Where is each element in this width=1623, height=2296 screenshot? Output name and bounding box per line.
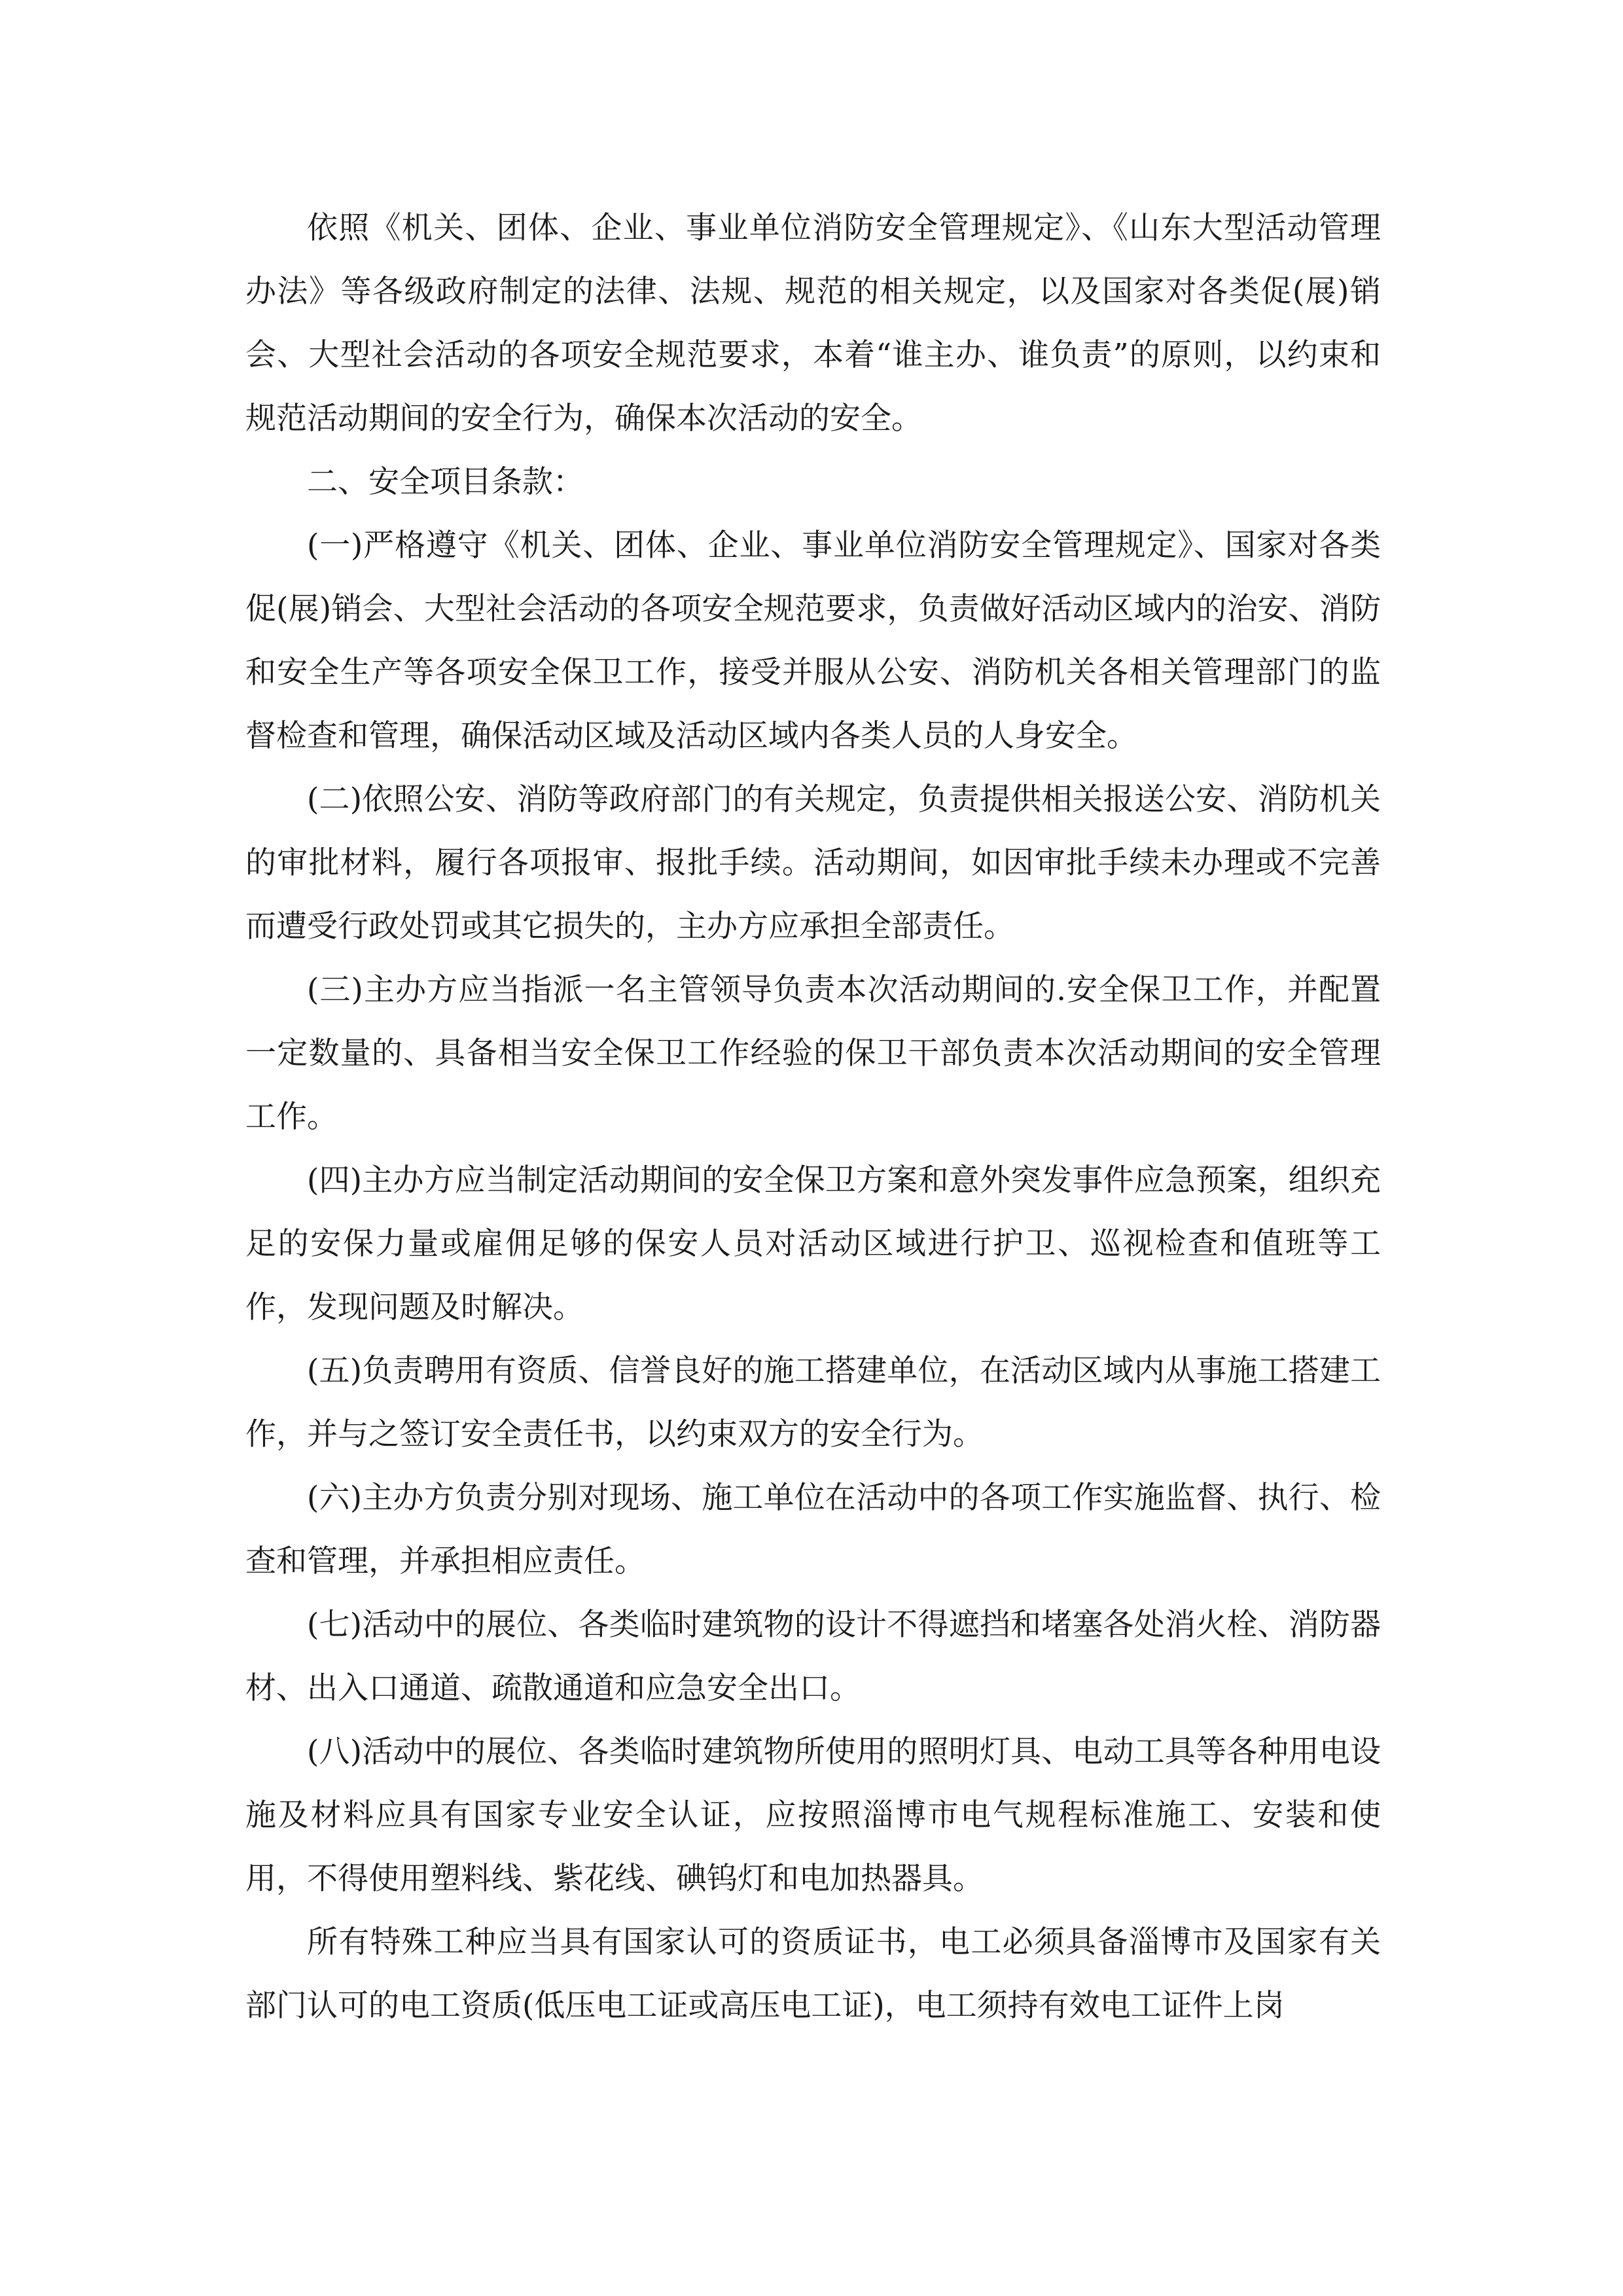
paragraph-intro: 依照《机关、团体、企业、事业单位消防安全管理规定》、《山东大型活动管理办法》等各级政府制定的法律、法规、规范的相关规定，以及国家对各类促(展)销会、大型社会活动的各项安全规范要求，本着“谁主办、谁负责”的原则，以约束和规范活动期间的安全行为，确保本次活动的安全。	[245, 210, 1381, 437]
clause-4: (四)主办方应当制定活动期间的安全保卫方案和意外突发事件应急预案，组织充足的安保力量或雇佣足够的保安人员对活动区域进行护卫、巡视检查和值班等工作，发现问题及时解决。	[245, 1162, 1381, 1325]
paragraph-special-trades: 所有特殊工种应当具有国家认可的资质证书，电工必须具备淄博市及国家有关部门认可的电工资质(低压电工证或高压电工证)，电工须持有效电工证件上岗	[245, 1924, 1381, 2024]
document-body	[245, 196, 1381, 2037]
clause-6: (六)主办方负责分别对现场、施工单位在活动中的各项工作实施监督、执行、检查和管理，并承担相应责任。	[245, 1480, 1381, 1579]
clause-2: (二)依照公安、消防等政府部门的有关规定，负责提供相关报送公安、消防机关的审批材料，履行各项报审、报批手续。活动期间，如因审批手续未办理或不完善而遭受行政处罚或其它损失的，主办方应承担全部责任。	[245, 781, 1381, 944]
clause-5: (五)负责聘用有资质、信誉良好的施工搭建单位，在活动区域内从事施工搭建工作，并与之签订安全责任书，以约束双方的安全行为。	[245, 1353, 1381, 1452]
clause-3: (三)主办方应当指派一名主管领导负责本次活动期间的.安全保卫工作，并配置一定数量的、具备相当安全保卫工作经验的保卫干部负责本次活动期间的安全管理工作。	[245, 972, 1381, 1135]
section-heading: 二、安全项目条款：	[307, 464, 584, 500]
clause-8: (八)活动中的展位、各类临时建筑物所使用的照明灯具、电动工具等各种用电设施及材料应具有国家专业安全认证，应按照淄博市电气规程标准施工、安装和使用，不得使用塑料线、紫花线、碘钨灯和电加热器具。	[245, 1734, 1381, 1897]
clause-1: (一)严格遵守《机关、团体、企业、事业单位消防安全管理规定》、国家对各类促(展)销会、大型社会活动的各项安全规范要求，负责做好活动区域内的治安、消防和安全生产等各项安全保卫工作，接受并服从公安、消防机关各相关管理部门的监督检查和管理，确保活动区域及活动区域内各类人员的人身安全。	[245, 528, 1381, 754]
clause-7: (七)活动中的展位、各类临时建筑物的设计不得遮挡和堵塞各处消火栓、消防器材、出入口通道、疏散通道和应急安全出口。	[245, 1607, 1381, 1706]
